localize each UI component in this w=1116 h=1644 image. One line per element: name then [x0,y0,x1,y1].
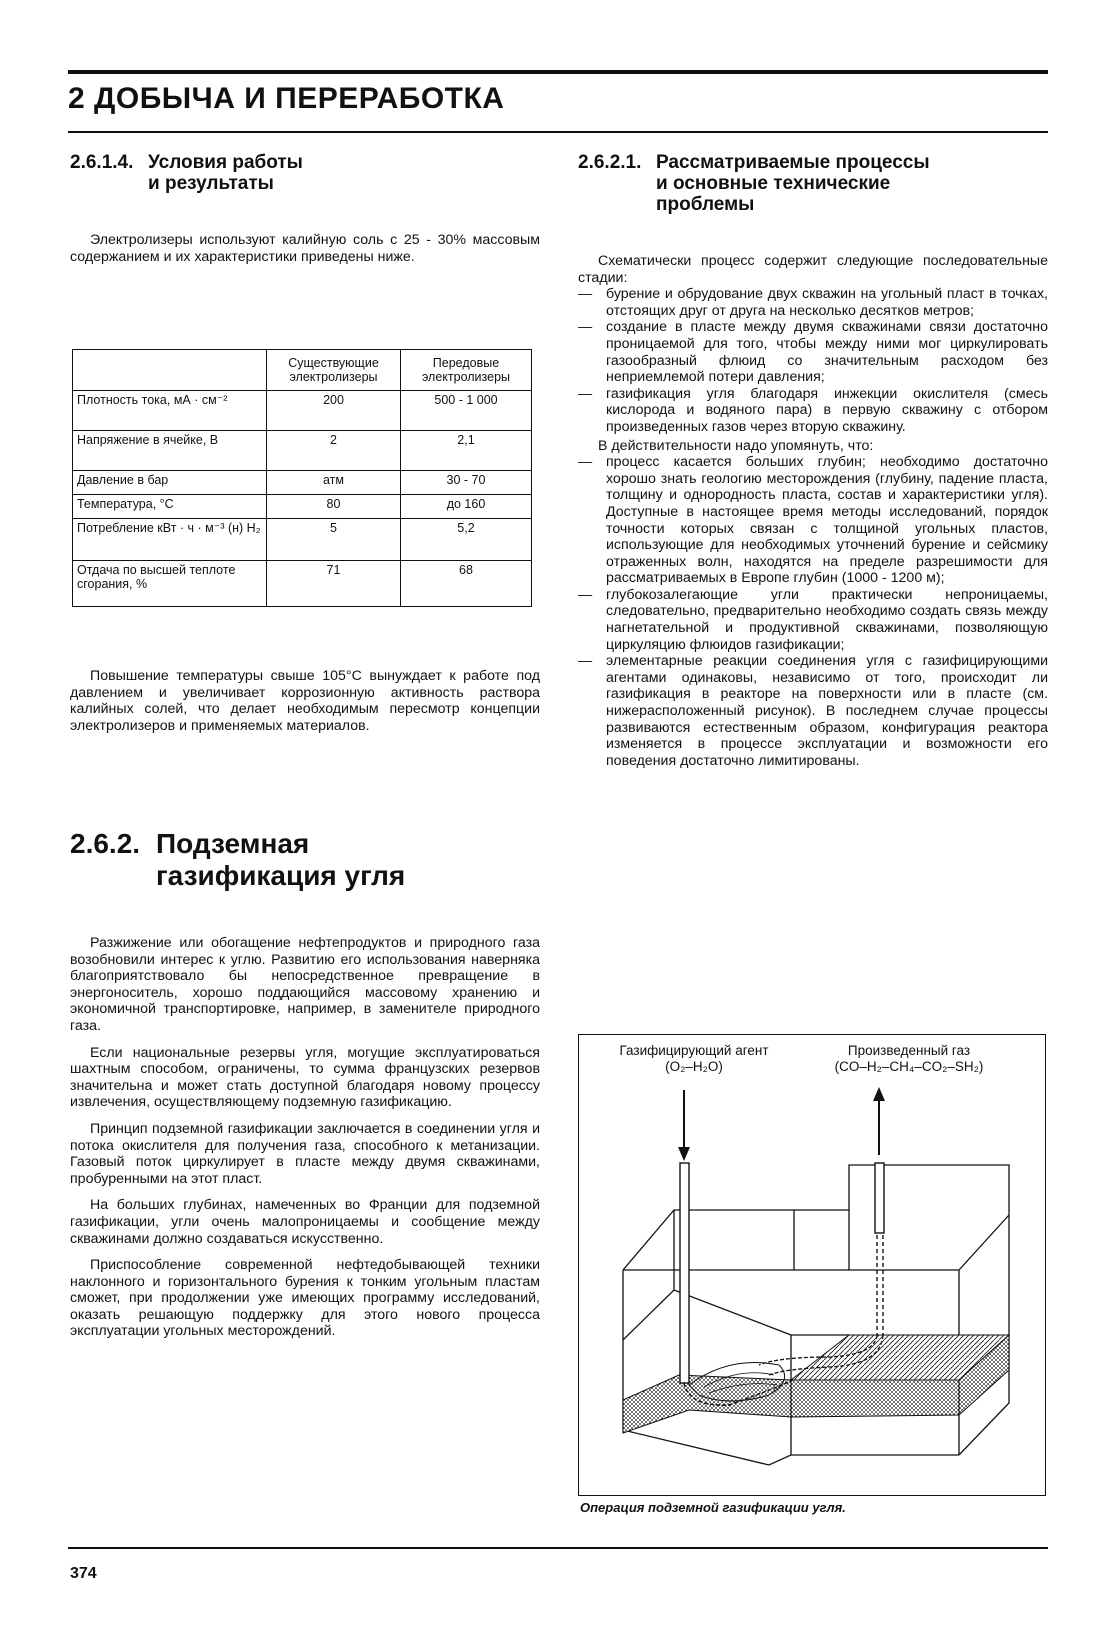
list-item: — бурение и обрудование двух скважин на угольный пласт в точках, отстоящих друг от друга на несколько десятков метров; [578,286,1048,319]
reality-intro: В действительности надо упомянуть, что: [598,437,874,454]
section-number: 2.6.1.4. [70,152,134,173]
table-cell-advanced: 68 [401,561,532,607]
table-cell-existing: атм [267,471,401,495]
list-item: — процесс касается больших глубин; необходимо достаточно хорошо знать геологию месторождения (глубину, падение пласта, толщину и однородность пласта, состав и характеристики угля). Доступные в настоящее время методы исследований, порядок точности которых связан с толщиной угольных пластов, использующие для необходимых уточнений бурение и сейсмику отраженных волн, находятся на пределе разрешимости для рассматриваемых в Европе глубин (1000 - 1200 м); [578,454,1048,587]
section-title-line1: Рассматриваемые процессы [656,152,930,173]
figure-label-product-line1: Произведенный газ [847,1043,971,1058]
table-row [73,561,532,607]
section-title-line1: Подземная [156,828,310,859]
table-cell-advanced: до 160 [401,495,532,519]
table-row [73,431,532,471]
table-cell-existing: 2 [267,431,401,471]
production-well [759,1087,885,1375]
gasification-diagram [579,1035,1045,1495]
body-paragraph: Разжижение или обогащение нефтепродуктов и природного газа возобновили интерес к углю. Развитию его использования наверняка благоприятствовало бы непосредственное превращение в энергоноситель, хорошо поддающийся массовому хранению и экономичной транспортировке, например, в заменителе природного газа. [70,935,540,1034]
table-cell-existing: 200 [267,391,401,431]
table-row [73,519,532,561]
header-rule [68,131,1048,133]
stages-list [578,286,1048,435]
coal-seam-front [791,1380,959,1417]
footer-rule [68,1547,1048,1549]
section-title-line3: проблемы [656,194,755,215]
table-cell-label: Потребление кВт · ч · м⁻³ (н) H₂ [73,519,267,561]
table-row [73,471,532,495]
section-title-line2: и основные технические [656,173,891,194]
section-number: 2.6.2.1. [578,152,642,173]
section-title-line2: и результаты [148,173,274,194]
figure-caption: Операция подземной газификации угля. [580,1500,846,1515]
list-item: — газификация угля благодаря инжекции окислителя (смесь кислорода и водяного пара) в первую скважину с отбором произведенных газов через вторую скважину. [578,386,1048,436]
table-cell-advanced: 30 - 70 [401,471,532,495]
after-table-paragraph: Повышение температуры свыше 105°С вынуждает к работе под давлением и увеличивает коррозионную активность раствора калийных солей, что делает необходимым пересмотр концепции электролизеров и применяемых материалов. [70,668,540,734]
body-paragraph: Принцип подземной газификации заключается в соединении угля и потока окислителя для получения газа, способного к метанизации. Газовый поток циркулирует в пласте между двумя скважинами, пробуренными на этот пласт. [70,1120,540,1187]
table-cell-label: Напряжение в ячейке, В [73,431,267,471]
page-number: 374 [70,1565,97,1582]
chapter-title: 2 ДОБЫЧА И ПЕРЕРАБОТКА [68,82,505,115]
table-cell-advanced: 2,1 [401,431,532,471]
table-cell-advanced: 5,2 [401,519,532,561]
table-cell-existing: 80 [267,495,401,519]
figure-label-product-line2: (CO–H₂–CH₄–CO₂–SH₂) [834,1059,984,1074]
table-cell-advanced: 500 - 1 000 [401,391,532,431]
injection-well [678,1090,793,1405]
body-paragraph: На больших глубинах, намеченных во Франции для подземной газификации, угли очень малопроницаемы и сообщение между скважинами должно создаваться искусственно. [70,1197,540,1247]
table-cell-label: Отдача по высшей теплоте сгорания, % [73,561,267,607]
section-heading-2-6-2 [70,828,540,892]
reality-list [578,454,1048,769]
intro-paragraph: Электролизеры используют калийную соль с 25 - 30% массовым содержанием и их характеристики приведены ниже. [70,232,540,265]
stages-intro: Схематически процесс содержит следующие последовательные стадии: [578,253,1048,286]
body-paragraph: Если национальные резервы угля, могущие эксплуатироваться шахтным способом, ограничены, то сумма французских резервов значительна и может стать доступной благодаря новому процессу извлечения, осуществляющему подземную газификацию. [70,1044,540,1111]
table-header-existing: Существующие электролизеры [267,350,401,391]
table-header-advanced: Передовые электролизеры [401,350,532,391]
table-row [73,391,532,431]
table-cell-label: Температура, °С [73,495,267,519]
figure-label-agent-line1: Газифицирующий агент [619,1043,769,1058]
figure-label-agent-line2: (O₂–H₂O) [665,1059,723,1074]
table-cell-existing: 71 [267,561,401,607]
table-cell-label: Плотность тока, мА · см⁻² [73,391,267,431]
gasification-figure [578,1034,1046,1496]
section-heading-2-6-1-4 [70,152,540,194]
body-paragraph: Приспособление современной нефтедобывающей техники наклонного и горизонтального бурения к тонким угольным пластам сможет, при продолжении уже имеющих программу исследований, оказать решающую поддержку для этого нового процесса эксплуатации угольных месторождений. [70,1257,540,1340]
table-header-row [73,350,532,391]
table-header-empty [73,350,267,391]
top-rule [68,70,1048,74]
section-heading-2-6-2-1 [578,152,1048,215]
table-cell-label: Давление в бар [73,471,267,495]
table-row [73,495,532,519]
table-cell-existing: 5 [267,519,401,561]
list-item: — глубокозалегающие угли практически непроницаемы, следовательно, предварительно необходимо создать связь между нагнетательной и продуктивной скважинами, позволяющую циркуляцию флюидов газификации; [578,587,1048,653]
section-number: 2.6.2. [70,828,141,859]
section-title-line2: газификация угля [156,860,406,891]
electrolyzer-table [72,349,532,607]
list-item: — элементарные реакции соединения угля с газифицирующими агентами одинаковы, независимо от того, происходит ли газификация в реакторе на поверхности или в пласте (см. нижерасположенный рисунок). В последнем случае процессы развиваются естественным образом, конфигурация реактора изменяется в процессе эксплуатации и возможности его поведения достаточно лимитированы. [578,653,1048,769]
section-title-line1: Условия работы [148,152,303,173]
list-item: — создание в пласте между двумя скважинами связи достаточно проницаемой для того, чтобы между ними мог циркулировать газообразный флюид со значительным расходом без неприемлемой потери давления; [578,319,1048,385]
